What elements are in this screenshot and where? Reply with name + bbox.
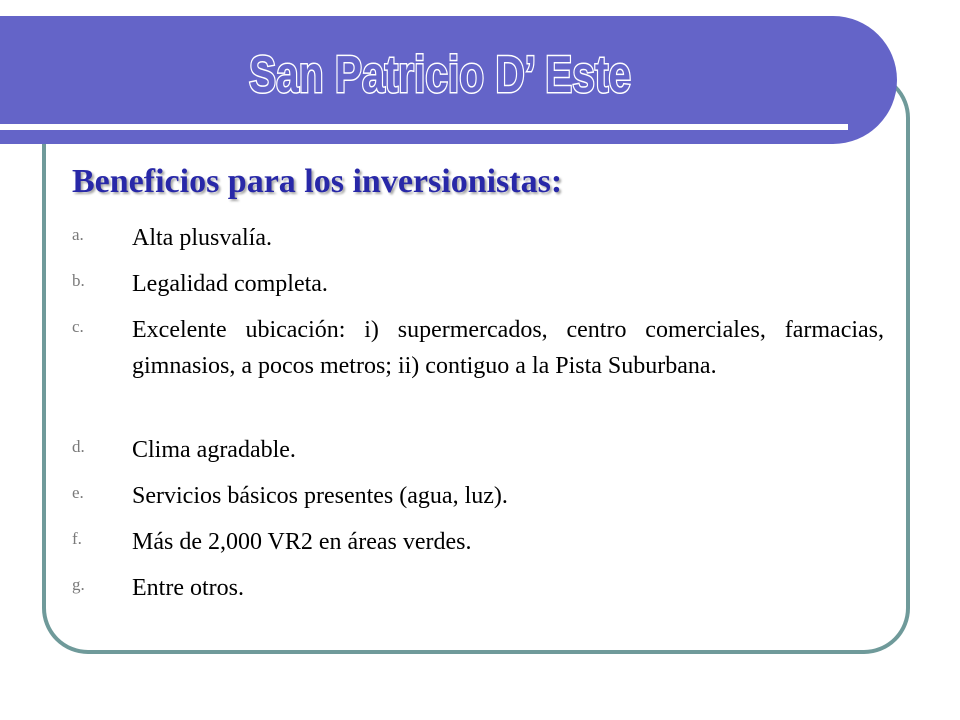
slide-title-wordart (240, 34, 640, 114)
list-marker: d. (72, 437, 85, 456)
banner-underline (0, 124, 848, 130)
list-marker: c. (72, 317, 84, 336)
list-item-text: Más de 2,000 VR2 en áreas verdes. (132, 529, 472, 555)
list-item-text: Alta plusvalía. (132, 225, 272, 251)
title-svg (240, 34, 640, 114)
list-marker: g. (72, 575, 85, 594)
section-heading: Beneficios para los inversionistas: (72, 163, 563, 200)
list-item-text: Servicios básicos presentes (agua, luz). (132, 483, 508, 509)
slide-title: San Patricio D’ Este (249, 46, 631, 104)
list-marker: b. (72, 271, 85, 290)
list-marker: a. (72, 225, 84, 244)
list-item-text: Excelente ubicación: i) supermercados, centro comerciales, farmacias, gimnasios, a pocos metros; ii) contiguo a la Pista Suburbana. (132, 317, 884, 379)
list-item-text: Clima agradable. (132, 437, 296, 463)
list-item-text: Entre otros. (132, 575, 244, 601)
list-item-text: Legalidad completa. (132, 271, 328, 297)
list-marker: f. (72, 529, 82, 548)
list-marker: e. (72, 483, 84, 502)
